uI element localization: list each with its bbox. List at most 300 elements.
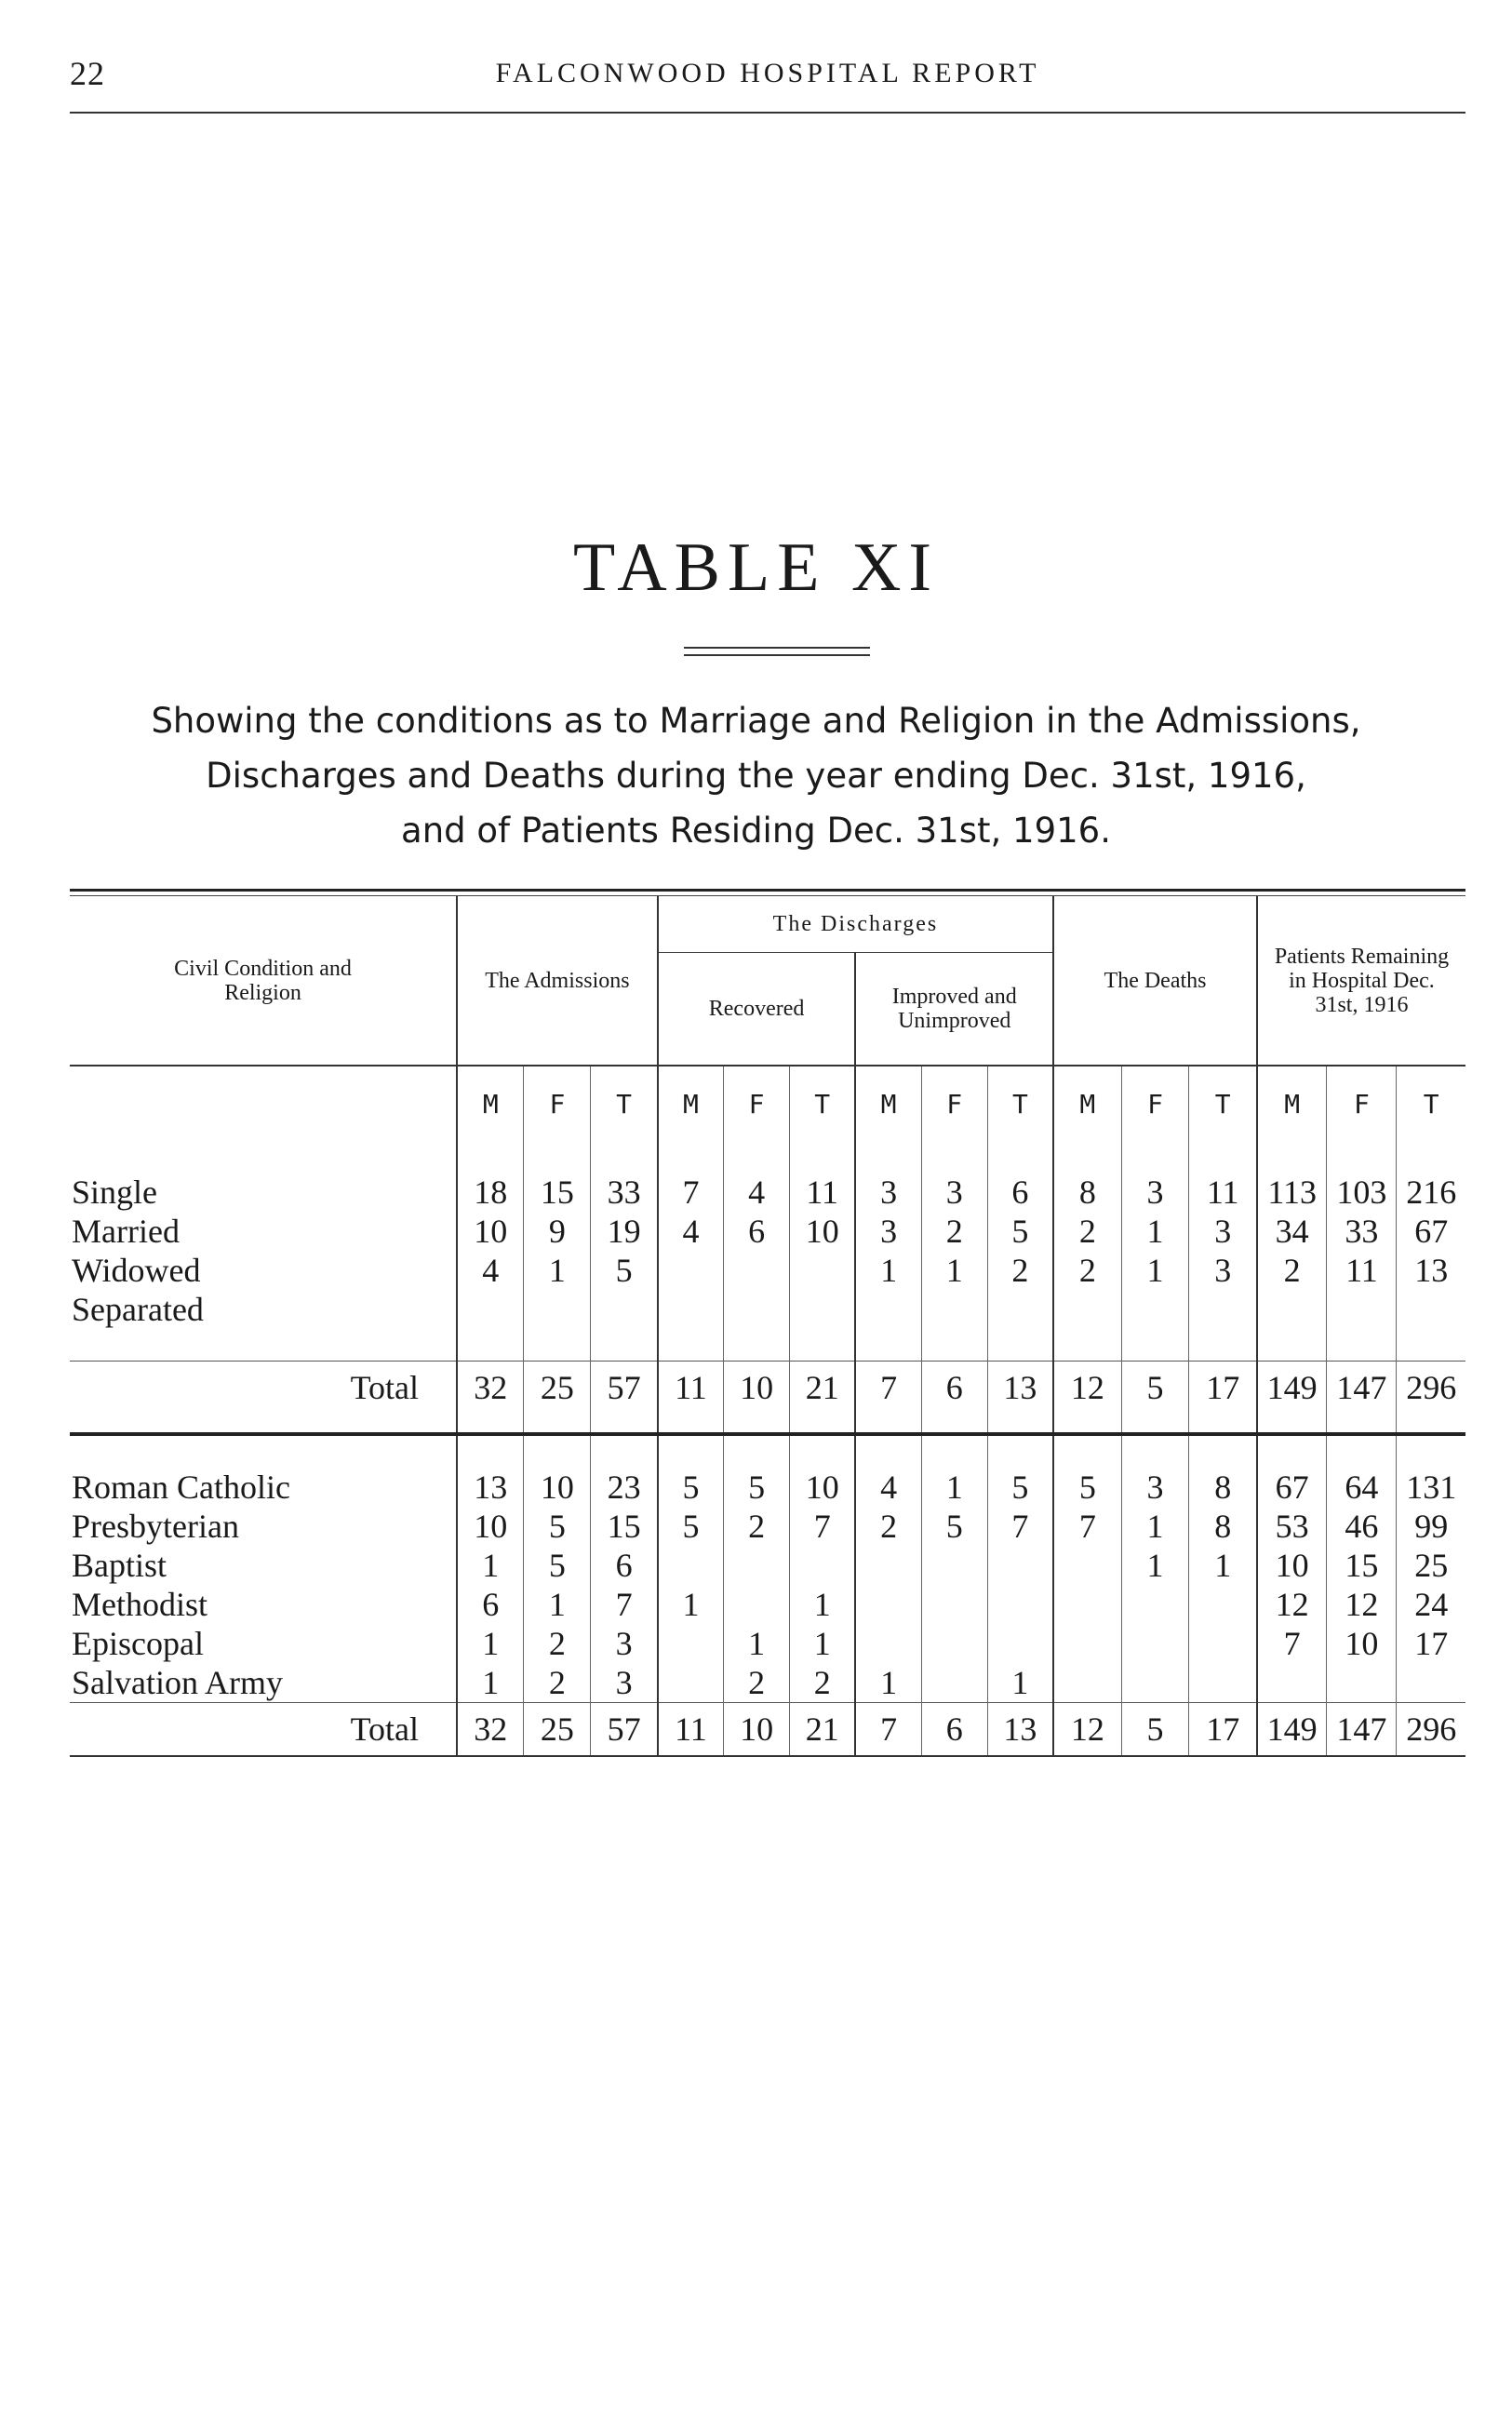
table-cell: 1 [790,1624,856,1663]
table-cell: 6 [987,1173,1053,1212]
table-cell: 2 [724,1507,790,1546]
table-row [70,1663,1465,1703]
table-cell: 2 [724,1663,790,1703]
subtitle-line: and of Patients Residing Dec. 31st, 1916. [401,811,1111,851]
row-label: Methodist [72,1586,208,1623]
table-cell: 5 [921,1507,987,1546]
table-cell: 46 [1327,1507,1397,1546]
table-cell: 17 [1189,1703,1257,1757]
table-cell: 7 [790,1507,856,1546]
spacer-cell [658,1434,724,1468]
table-row [70,1251,1465,1290]
row-label: Roman Catholic [72,1469,290,1506]
sex-column-header: M [658,1066,724,1141]
table-cell: 1 [457,1663,524,1703]
total-row [70,1703,1465,1757]
sex-column-header: T [1397,1066,1465,1141]
spacer-cell [1327,1141,1397,1173]
spacer-cell [724,1414,790,1434]
spacer-cell [921,1414,987,1434]
table-cell: 13 [987,1703,1053,1757]
table-cell: 10 [524,1468,591,1507]
spacer-cell [1189,1141,1257,1173]
table-cell: 10 [1327,1624,1397,1663]
table-cell: 17 [1397,1624,1465,1663]
spacer-cell [987,1141,1053,1173]
sex-column-header: F [1327,1066,1397,1141]
table-cell [987,1585,1053,1624]
table-cell [790,1546,856,1585]
sex-column-header: T [987,1066,1053,1141]
sex-column-header: T [790,1066,856,1141]
table-cell [658,1663,724,1703]
table-cell: 10 [457,1212,524,1251]
table-cell: 15 [591,1507,658,1546]
spacer-cell [987,1329,1053,1362]
table-cell: 53 [1257,1507,1327,1546]
table-cell: 99 [1397,1507,1465,1546]
spacer-cell [1397,1329,1465,1362]
spacer-cell [1121,1414,1189,1434]
table-cell: 6 [724,1212,790,1251]
table-cell: 17 [1189,1362,1257,1415]
sex-column-header: F [921,1066,987,1141]
table-cell: 2 [1257,1251,1327,1290]
table-cell: 3 [921,1173,987,1212]
table-cell: 149 [1257,1362,1327,1415]
table-cell: 12 [1053,1703,1121,1757]
spacer-cell [855,1434,921,1468]
spacer-cell [1397,1434,1465,1468]
table-cell: 3 [855,1173,921,1212]
sex-column-header: F [1121,1066,1189,1141]
spacer-cell [591,1141,658,1173]
table-cell: 7 [987,1507,1053,1546]
table-cell: 24 [1397,1585,1465,1624]
statistics-table [70,889,1465,1757]
table-cell: 5 [591,1251,658,1290]
table-cell [987,1546,1053,1585]
table-cell [921,1546,987,1585]
table-cell: 1 [1121,1546,1189,1585]
table-cell [724,1290,790,1329]
table-cell [855,1585,921,1624]
table-cell: 7 [1053,1507,1121,1546]
table-cell: 5 [1121,1362,1189,1415]
subtitle-line: Showing the conditions as to Marriage and Religion in the Admissions, [151,701,1361,741]
table-cell: 2 [1053,1212,1121,1251]
spacer-cell [1053,1414,1121,1434]
table-cell: 9 [524,1212,591,1251]
table-cell [987,1624,1053,1663]
title-rule-top [684,647,870,649]
table-cell: 23 [591,1468,658,1507]
table-title: TABLE XI [572,530,940,606]
table-row [70,1546,1465,1585]
table-cell [1327,1663,1397,1703]
table-cell [1327,1290,1397,1329]
table-cell: 10 [790,1468,856,1507]
table-cell: 12 [1327,1585,1397,1624]
table-cell: 13 [457,1468,524,1507]
table-cell [658,1251,724,1290]
table-cell: 131 [1397,1468,1465,1507]
table-cell [921,1663,987,1703]
spacer-cell [1327,1414,1397,1434]
table-cell: 7 [855,1362,921,1415]
table-cell: 1 [724,1624,790,1663]
table-cell: 296 [1397,1703,1465,1757]
table-cell [987,1290,1053,1329]
table-cell: 3 [1121,1173,1189,1212]
table-cell: 67 [1257,1468,1327,1507]
table-cell: 34 [1257,1212,1327,1251]
sex-column-header: M [1257,1066,1327,1141]
row-label: Widowed [72,1252,201,1289]
table-cell: 10 [457,1507,524,1546]
spacer-cell [1397,1141,1465,1173]
table-cell: 5 [524,1546,591,1585]
table-cell [1257,1290,1327,1329]
table-cell: 12 [1257,1585,1327,1624]
table-cell [524,1290,591,1329]
spacer-cell [524,1141,591,1173]
table-cell [1053,1290,1121,1329]
table-cell: 10 [724,1362,790,1415]
table-cell: 1 [524,1585,591,1624]
table-cell: 6 [591,1546,658,1585]
table-cell: 1 [987,1663,1053,1703]
spacer-cell [921,1329,987,1362]
table-cell: 113 [1257,1173,1327,1212]
spacer-cell [457,1141,524,1173]
spacer-cell [790,1141,856,1173]
spacer-cell [591,1414,658,1434]
spacer-cell [1397,1414,1465,1434]
table-cell [1121,1624,1189,1663]
table-cell: 10 [724,1703,790,1757]
table-cell: 11 [658,1362,724,1415]
table-cell: 103 [1327,1173,1397,1212]
table-cell: 1 [1121,1212,1189,1251]
spacer-cell [855,1141,921,1173]
table-cell: 11 [790,1173,856,1212]
table-cell: 1 [658,1585,724,1624]
table-cell [591,1290,658,1329]
table-cell: 3 [591,1663,658,1703]
table-cell: 64 [1327,1468,1397,1507]
spacer-cell [1121,1434,1189,1468]
table-cell: 8 [1053,1173,1121,1212]
table-cell: 32 [457,1703,524,1757]
sex-column-header: M [457,1066,524,1141]
table-cell: 10 [1257,1546,1327,1585]
table-cell [1397,1663,1465,1703]
table-cell: 1 [1121,1251,1189,1290]
table-cell: 5 [987,1212,1053,1251]
row-label: Salvation Army [72,1664,283,1701]
table-cell: 216 [1397,1173,1465,1212]
spacer-cell [1189,1414,1257,1434]
table-cell: 149 [1257,1703,1327,1757]
sex-column-header: F [524,1066,591,1141]
spacer-cell [1189,1434,1257,1468]
table-cell [658,1290,724,1329]
table-cell: 13 [1397,1251,1465,1290]
table-cell: 1 [790,1585,856,1624]
table-cell [1121,1585,1189,1624]
spacer-cell [1189,1329,1257,1362]
table-cell [1053,1663,1121,1703]
table-cell [1053,1585,1121,1624]
table-cell: 5 [987,1468,1053,1507]
table-cell: 11 [1189,1173,1257,1212]
spacer-cell [658,1329,724,1362]
spacer [70,1141,457,1173]
table-cell: 4 [658,1212,724,1251]
table-cell: 11 [1327,1251,1397,1290]
spacer [70,1434,457,1468]
table-cell: 2 [790,1663,856,1703]
table-cell: 1 [855,1663,921,1703]
table-cell: 5 [1053,1468,1121,1507]
table-cell: 13 [987,1362,1053,1415]
table-cell [855,1290,921,1329]
row-label: Separated [72,1291,204,1328]
table-cell [790,1251,856,1290]
spacer-cell [457,1434,524,1468]
table-cell: 8 [1189,1468,1257,1507]
title-rule-bottom [684,654,870,656]
spacer-cell [921,1434,987,1468]
table-row [70,1173,1465,1212]
table-cell [855,1546,921,1585]
spacer-cell [1257,1141,1327,1173]
table-cell: 2 [524,1663,591,1703]
table-cell [855,1624,921,1663]
table-cell: 57 [591,1362,658,1415]
table-cell: 3 [1189,1212,1257,1251]
spacer [70,1414,457,1434]
header-improved: Improved and Unimproved [855,953,1053,1066]
table-cell: 15 [1327,1546,1397,1585]
table-cell: 5 [1121,1703,1189,1757]
table-cell: 1 [921,1251,987,1290]
table-cell: 296 [1397,1362,1465,1415]
spacer-cell [1053,1434,1121,1468]
header-rule [70,112,1465,114]
table-cell: 3 [1121,1468,1189,1507]
table-cell: 7 [855,1703,921,1757]
page-header [70,54,1465,101]
table-cell: 147 [1327,1362,1397,1415]
spacer-cell [457,1414,524,1434]
table-cell: 67 [1397,1212,1465,1251]
table-cell: 2 [1053,1251,1121,1290]
table-cell: 33 [1327,1212,1397,1251]
table-cell: 2 [987,1251,1053,1290]
spacer-cell [1121,1141,1189,1173]
table-cell: 4 [457,1251,524,1290]
table-cell: 5 [724,1468,790,1507]
data-table [70,896,1465,1757]
table-cell: 4 [855,1468,921,1507]
table-cell: 15 [524,1173,591,1212]
table-cell: 5 [658,1507,724,1546]
table-cell [1189,1624,1257,1663]
spacer-cell [987,1414,1053,1434]
spacer-cell [658,1414,724,1434]
table-cell [790,1290,856,1329]
table-cell: 1 [1121,1507,1189,1546]
table-cell: 3 [591,1624,658,1663]
header-discharges: The Discharges [658,896,1053,953]
table-subtitle [84,693,1428,858]
table-cell: 1 [524,1251,591,1290]
sex-column-header: T [1189,1066,1257,1141]
spacer-cell [1053,1329,1121,1362]
header-recovered: Recovered [658,953,856,1066]
table-cell: 57 [591,1703,658,1757]
spacer-cell [790,1329,856,1362]
row-label: Total [70,1703,457,1757]
table-row [70,1468,1465,1507]
table-cell: 8 [1189,1507,1257,1546]
table-cell: 2 [524,1624,591,1663]
table-cell [1189,1290,1257,1329]
spacer-cell [724,1141,790,1173]
table-cell: 12 [1053,1362,1121,1415]
spacer-cell [1257,1329,1327,1362]
spacer-cell [790,1414,856,1434]
table-cell: 1 [457,1546,524,1585]
row-label: Episcopal [72,1625,204,1662]
sex-column-header: T [591,1066,658,1141]
table-cell: 1 [1189,1546,1257,1585]
table-cell [658,1624,724,1663]
spacer-cell [457,1329,524,1362]
table-cell: 11 [658,1703,724,1757]
spacer-cell [524,1329,591,1362]
table-cell [724,1251,790,1290]
table-cell [724,1546,790,1585]
table-cell [724,1585,790,1624]
spacer-cell [1257,1434,1327,1468]
row-label: Married [72,1213,180,1250]
spacer [70,1329,457,1362]
table-cell [1189,1585,1257,1624]
table-cell [1121,1663,1189,1703]
spacer-cell [855,1329,921,1362]
table-cell: 18 [457,1173,524,1212]
spacer-cell [1327,1329,1397,1362]
total-row [70,1362,1465,1415]
table-cell: 7 [591,1585,658,1624]
table-cell: 33 [591,1173,658,1212]
table-cell: 25 [1397,1546,1465,1585]
table-cell [1121,1290,1189,1329]
row-label: Total [70,1362,457,1415]
sex-column-header: M [1053,1066,1121,1141]
table-cell: 5 [524,1507,591,1546]
table-cell: 1 [921,1468,987,1507]
table-cell [921,1290,987,1329]
table-cell: 19 [591,1212,658,1251]
table-cell [921,1585,987,1624]
running-head: FALCONWOOD HOSPITAL REPORT [495,58,1040,88]
table-cell: 10 [790,1212,856,1251]
spacer-cell [1121,1329,1189,1362]
table-cell: 21 [790,1703,856,1757]
page-number: 22 [70,55,105,92]
table-cell [658,1546,724,1585]
table-cell [1053,1546,1121,1585]
spacer-cell [591,1329,658,1362]
spacer-cell [1327,1434,1397,1468]
table-row [70,1212,1465,1251]
table-cell: 6 [457,1585,524,1624]
row-label: Presbyterian [72,1508,239,1545]
header-remaining: Patients Remaining in Hospital Dec. 31st, 1916 [1257,896,1465,1066]
table-cell: 1 [855,1251,921,1290]
table-row [70,1507,1465,1546]
table-top-rule [70,889,1465,892]
table-cell: 21 [790,1362,856,1415]
spacer-cell [591,1434,658,1468]
table-cell: 7 [1257,1624,1327,1663]
spacer-cell [1053,1141,1121,1173]
row-label: Baptist [72,1547,167,1584]
table-row [70,1585,1465,1624]
spacer-cell [921,1141,987,1173]
spacer-cell [1257,1414,1327,1434]
table-row [70,1290,1465,1329]
table-cell: 5 [658,1468,724,1507]
table-cell: 1 [457,1624,524,1663]
table-cell [1257,1663,1327,1703]
table-cell: 7 [658,1173,724,1212]
table-cell: 147 [1327,1703,1397,1757]
spacer-cell [658,1141,724,1173]
sex-column-header: M [855,1066,921,1141]
table-cell: 32 [457,1362,524,1415]
table-cell: 25 [524,1362,591,1415]
table-cell: 25 [524,1703,591,1757]
subtitle-line: Discharges and Deaths during the year ending Dec. 31st, 1916, [206,756,1306,796]
spacer-cell [855,1414,921,1434]
table-cell [1053,1624,1121,1663]
table-cell [1397,1290,1465,1329]
table-cell: 6 [921,1703,987,1757]
spacer-cell [524,1414,591,1434]
table-cell: 6 [921,1362,987,1415]
table-cell: 4 [724,1173,790,1212]
spacer-cell [524,1434,591,1468]
table-cell: 2 [921,1212,987,1251]
table-cell: 3 [1189,1251,1257,1290]
mft-spacer [70,1066,457,1141]
spacer-cell [987,1434,1053,1468]
header-condition: Civil Condition and Religion [174,956,352,1005]
sex-column-header: F [724,1066,790,1141]
spacer-cell [724,1329,790,1362]
table-cell [457,1290,524,1329]
spacer-cell [790,1434,856,1468]
table-row [70,1624,1465,1663]
table-cell [1189,1663,1257,1703]
row-label: Single [72,1174,158,1211]
header-admissions: The Admissions [457,896,658,1066]
